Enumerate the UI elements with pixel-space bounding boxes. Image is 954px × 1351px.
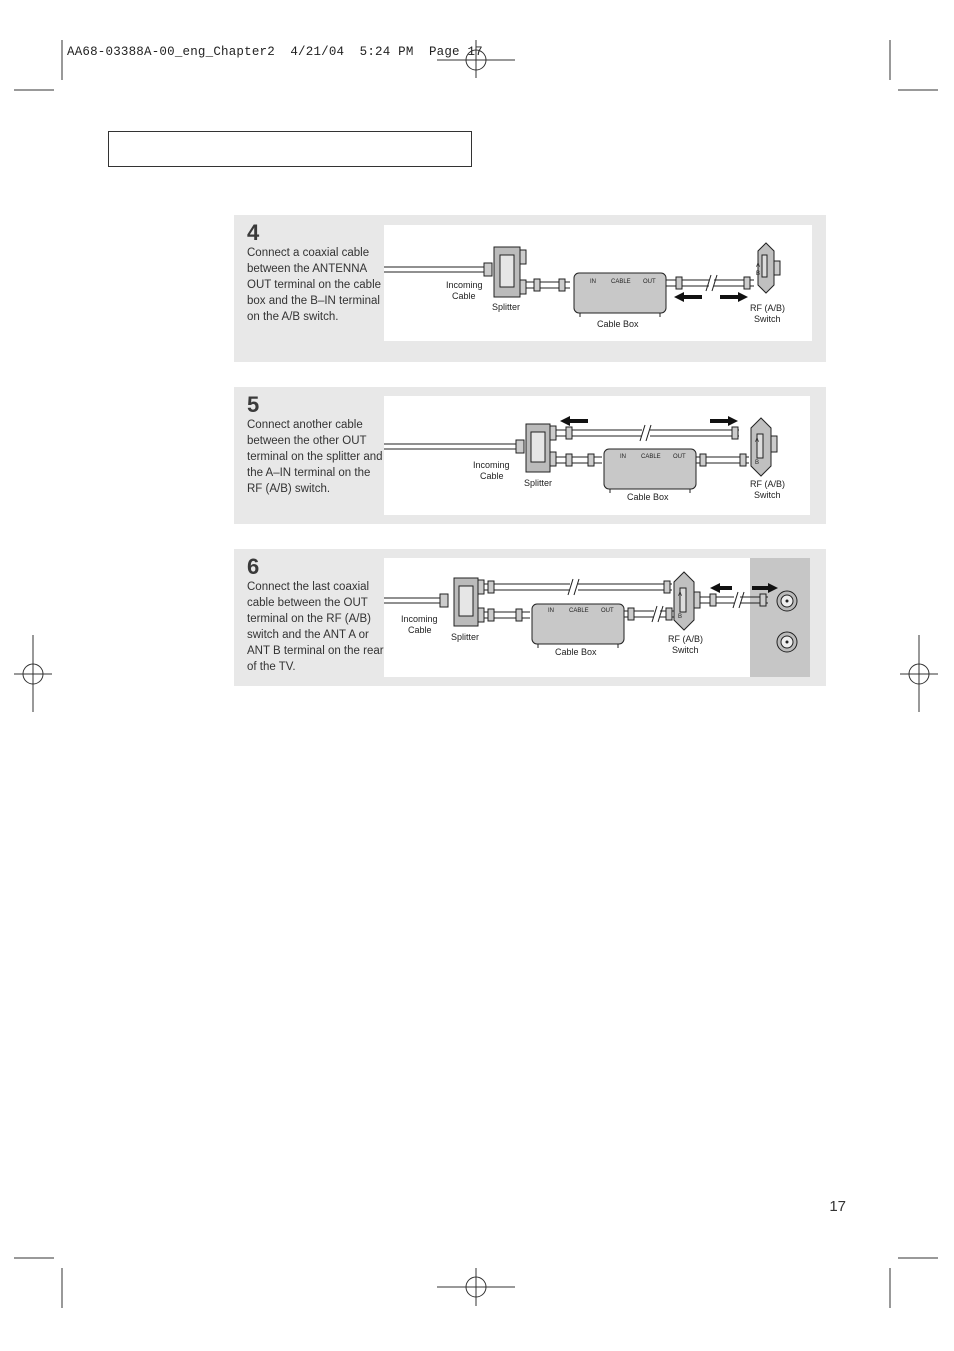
switch-a-label: A: [678, 592, 683, 598]
cable-box-label: Cable Box: [597, 319, 639, 329]
cable-box-in-label: IN: [590, 279, 596, 285]
cable-box-cable-label: CABLE: [569, 608, 589, 614]
incoming-cable-label: Incoming Cable: [446, 280, 483, 301]
cable-box-label: Cable Box: [555, 647, 597, 657]
splitter-label: Splitter: [451, 632, 480, 642]
splitter-label: Splitter: [524, 478, 553, 488]
switch-b-label: B: [755, 460, 760, 466]
step-6-diagram: [384, 558, 810, 677]
arrow-left-icon: [710, 583, 732, 593]
splitter-label: Splitter: [492, 302, 521, 312]
rf-switch-label: RF (A/B) Switch: [750, 303, 785, 324]
step-instructions: Connect the last coaxial cable between the OUT terminal on the RF (A/B) switch and the ANT A or ANT B terminal on the rear of the TV.: [247, 581, 384, 673]
cable-box-in-label: IN: [620, 454, 626, 460]
step-number: 5: [247, 392, 260, 417]
cable-box-out-label: OUT: [643, 279, 656, 285]
switch-b-label: B: [756, 271, 761, 277]
incoming-cable-label: Incoming Cable: [473, 460, 510, 481]
switch-a-label: A: [756, 263, 761, 269]
cable-box-in-label: IN: [548, 608, 554, 614]
splitter-icon: [494, 247, 526, 297]
splitter-icon: [526, 424, 556, 472]
step-5-panel: [234, 387, 826, 524]
step-6-panel: [234, 549, 826, 686]
step-instructions: Connect a coaxial cable between the ANTENNA OUT terminal on the cable box and the B–IN terminal on the A/B switch.: [247, 247, 382, 323]
step-instructions: Connect another cable between the other OUT terminal on the splitter and the A–IN terminal on the RF (A/B) switch.: [247, 419, 383, 495]
cable-box-label: Cable Box: [627, 492, 669, 502]
arrow-right-icon: [710, 416, 738, 426]
cable-box-out-label: OUT: [673, 454, 686, 460]
cable-box-out-label: OUT: [601, 608, 614, 614]
step-5-diagram: [384, 396, 810, 515]
page-number: 17: [829, 1198, 846, 1215]
rf-switch-icon: [758, 243, 780, 293]
arrow-left-icon: [674, 292, 702, 302]
tv-ant-b-terminal-icon: [777, 632, 797, 652]
section-title-box: [108, 131, 472, 167]
tv-ant-a-terminal-icon: [777, 591, 797, 611]
rf-switch-label: RF (A/B) Switch: [668, 634, 703, 655]
step-4-panel: [234, 215, 826, 362]
step-number: 4: [247, 220, 260, 245]
step-number: 6: [247, 554, 260, 579]
step-4-diagram: [384, 225, 812, 341]
splitter-icon: [454, 578, 484, 626]
arrow-right-icon: [720, 292, 748, 302]
rf-switch-label: RF (A/B) Switch: [750, 479, 785, 500]
switch-a-label: A: [755, 438, 760, 444]
rf-switch-icon: [751, 418, 777, 476]
tv-rear-panel: [750, 558, 810, 677]
arrow-left-icon: [560, 416, 588, 426]
cable-box-cable-label: CABLE: [641, 454, 661, 460]
rf-switch-icon: [674, 572, 700, 630]
switch-b-label: B: [678, 614, 683, 620]
print-slug: AA68-03388A-00_eng_Chapter2 4/21/04 5:24 PM Page 17: [67, 45, 483, 59]
cable-box-cable-label: CABLE: [611, 279, 631, 285]
incoming-cable-label: Incoming Cable: [401, 614, 438, 635]
